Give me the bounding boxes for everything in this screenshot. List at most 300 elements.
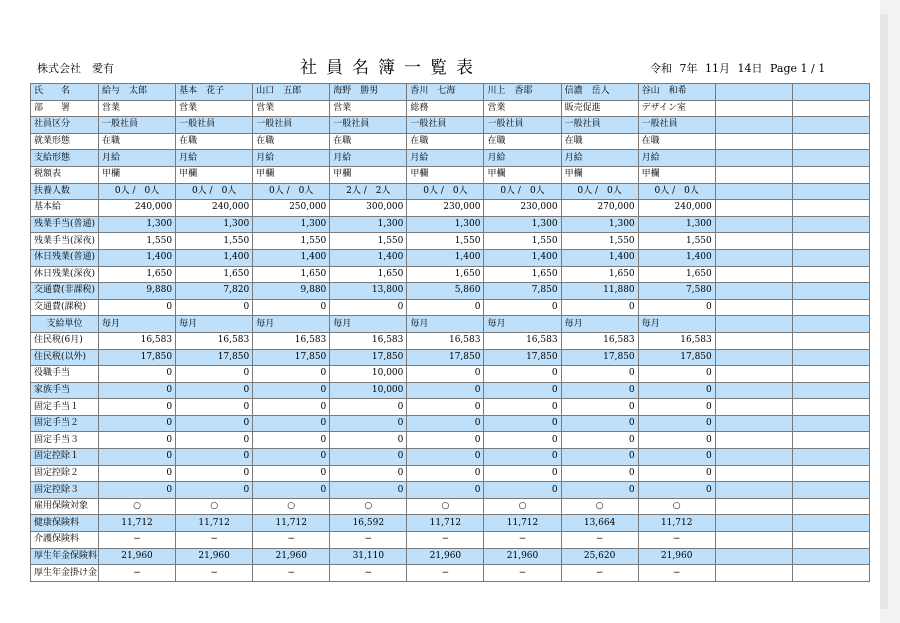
table-cell: 240,000 [99, 200, 176, 217]
table-cell: 一般社員 [99, 117, 176, 134]
table-cell: 0 [253, 382, 330, 399]
table-cell [715, 482, 792, 499]
table-cell: 16,583 [176, 332, 253, 349]
table-cell: 0 [176, 465, 253, 482]
table-cell: − [176, 565, 253, 582]
table-cell: 0 [561, 299, 638, 316]
table-cell: 0 [99, 482, 176, 499]
table-cell: 0 [561, 465, 638, 482]
table-cell: 1,300 [176, 216, 253, 233]
table-cell: 1,400 [561, 249, 638, 266]
table-cell: − [638, 565, 715, 582]
table-cell: 0人 / 0人 [407, 183, 484, 200]
row-label: 残業手当(普通) [31, 216, 99, 233]
table-cell: 毎月 [484, 316, 561, 333]
table-cell [715, 216, 792, 233]
table-cell [792, 84, 869, 101]
table-cell: 0 [484, 432, 561, 449]
employee-roster-table [30, 83, 870, 582]
table-cell: 7,820 [176, 283, 253, 300]
table-row [31, 133, 870, 150]
table-cell: 0 [330, 399, 407, 416]
row-label: 住民税(6月) [31, 332, 99, 349]
table-cell: 1,300 [99, 216, 176, 233]
table-cell: 17,850 [99, 349, 176, 366]
table-cell: 在職 [99, 133, 176, 150]
table-cell [792, 166, 869, 183]
table-cell: 21,960 [99, 548, 176, 565]
table-cell: 月給 [176, 150, 253, 167]
table-cell: 17,850 [253, 349, 330, 366]
table-cell: 営業 [99, 100, 176, 117]
table-cell: 毎月 [638, 316, 715, 333]
table-cell: 0 [484, 482, 561, 499]
table-row [31, 117, 870, 134]
table-cell: − [176, 532, 253, 549]
table-cell: 0 [99, 299, 176, 316]
table-cell: 0人 / 0人 [99, 183, 176, 200]
table-cell: 信濃 岳人 [561, 84, 638, 101]
table-cell: 甲欄 [484, 166, 561, 183]
table-cell [792, 100, 869, 117]
table-cell [792, 382, 869, 399]
table-cell: 0 [253, 465, 330, 482]
table-cell [715, 133, 792, 150]
table-cell: 1,650 [99, 266, 176, 283]
table-cell [715, 100, 792, 117]
table-cell: 21,960 [638, 548, 715, 565]
table-cell: 1,300 [407, 216, 484, 233]
table-cell: 毎月 [176, 316, 253, 333]
table-cell: 10,000 [330, 382, 407, 399]
table-cell [792, 299, 869, 316]
table-cell: 0 [330, 482, 407, 499]
table-cell: 0 [176, 382, 253, 399]
table-cell: 0 [407, 415, 484, 432]
table-cell: 1,400 [638, 249, 715, 266]
table-row [31, 183, 870, 200]
table-cell: 在職 [407, 133, 484, 150]
table-cell: 1,300 [253, 216, 330, 233]
table-cell: 0人 / 0人 [484, 183, 561, 200]
table-cell [792, 415, 869, 432]
table-row [31, 565, 870, 582]
table-cell: ○ [561, 498, 638, 515]
table-cell: 営業 [330, 100, 407, 117]
table-cell [715, 84, 792, 101]
row-label: 固定控除２ [31, 465, 99, 482]
table-cell: 0 [330, 465, 407, 482]
table-row [31, 166, 870, 183]
table-cell: 21,960 [484, 548, 561, 565]
table-cell: 1,400 [330, 249, 407, 266]
table-cell: 0 [330, 432, 407, 449]
table-cell: 1,550 [484, 233, 561, 250]
table-cell: 川上 香耶 [484, 84, 561, 101]
table-cell [715, 366, 792, 383]
table-cell [715, 382, 792, 399]
table-cell: 山口 五郎 [253, 84, 330, 101]
table-cell: 0 [330, 299, 407, 316]
table-cell: 0 [407, 399, 484, 416]
table-cell [792, 532, 869, 549]
table-cell: 甲欄 [638, 166, 715, 183]
table-cell: 1,650 [253, 266, 330, 283]
table-cell: 21,960 [253, 548, 330, 565]
table-cell [715, 515, 792, 532]
table-cell: 11,712 [484, 515, 561, 532]
table-cell: 0 [176, 399, 253, 416]
table-cell: 16,583 [253, 332, 330, 349]
table-cell: 1,400 [253, 249, 330, 266]
table-cell [792, 332, 869, 349]
table-cell: 1,400 [176, 249, 253, 266]
row-label: 住民税(以外) [31, 349, 99, 366]
table-cell: − [99, 565, 176, 582]
table-cell: ○ [638, 498, 715, 515]
table-cell: ○ [330, 498, 407, 515]
table-cell: 毎月 [330, 316, 407, 333]
table-cell: − [330, 532, 407, 549]
table-cell: 0 [99, 432, 176, 449]
table-cell [715, 249, 792, 266]
table-cell: 230,000 [484, 200, 561, 217]
table-cell: 0 [99, 415, 176, 432]
table-cell [715, 532, 792, 549]
row-label: 固定控除３ [31, 482, 99, 499]
table-cell: − [330, 565, 407, 582]
table-cell: 21,960 [407, 548, 484, 565]
table-row [31, 349, 870, 366]
table-cell [792, 515, 869, 532]
table-row [31, 84, 870, 101]
table-cell: ○ [176, 498, 253, 515]
table-cell: 一般社員 [561, 117, 638, 134]
table-cell: − [561, 565, 638, 582]
row-label: 氏 名 [31, 84, 99, 101]
table-cell: 0 [484, 449, 561, 466]
table-cell [792, 349, 869, 366]
table-cell: 0 [638, 482, 715, 499]
table-cell: 月給 [330, 150, 407, 167]
table-cell: 270,000 [561, 200, 638, 217]
table-cell [715, 465, 792, 482]
table-cell [715, 150, 792, 167]
table-cell: 16,583 [330, 332, 407, 349]
table-row [31, 150, 870, 167]
table-cell: 0 [99, 366, 176, 383]
table-cell: 0 [176, 415, 253, 432]
row-label: 部 署 [31, 100, 99, 117]
table-row [31, 200, 870, 217]
table-cell [792, 266, 869, 283]
table-cell: 0 [253, 415, 330, 432]
table-cell [715, 316, 792, 333]
table-cell: 240,000 [176, 200, 253, 217]
table-cell: 17,850 [176, 349, 253, 366]
table-cell: 0 [561, 449, 638, 466]
table-cell [792, 465, 869, 482]
table-cell: 11,880 [561, 283, 638, 300]
table-cell: 0 [253, 482, 330, 499]
table-cell: 1,650 [561, 266, 638, 283]
table-cell: 0 [407, 382, 484, 399]
table-cell [792, 233, 869, 250]
table-cell: 1,400 [484, 249, 561, 266]
table-row [31, 498, 870, 515]
table-cell: 11,712 [638, 515, 715, 532]
table-cell: 一般社員 [176, 117, 253, 134]
table-cell: 0 [407, 449, 484, 466]
table-cell: 1,650 [407, 266, 484, 283]
table-cell: 0 [253, 399, 330, 416]
table-cell: 240,000 [638, 200, 715, 217]
table-cell: 0 [99, 465, 176, 482]
table-cell: 1,650 [484, 266, 561, 283]
table-cell: − [638, 532, 715, 549]
table-cell: 16,583 [638, 332, 715, 349]
table-cell: 1,550 [638, 233, 715, 250]
table-cell [715, 233, 792, 250]
table-cell: 在職 [561, 133, 638, 150]
table-cell [715, 432, 792, 449]
row-label: 休日残業(深夜) [31, 266, 99, 283]
table-cell: 0 [99, 449, 176, 466]
table-cell: 11,712 [253, 515, 330, 532]
table-cell: ○ [99, 498, 176, 515]
table-row [31, 216, 870, 233]
table-cell: 毎月 [561, 316, 638, 333]
table-cell: 0 [561, 432, 638, 449]
table-cell [792, 117, 869, 134]
table-cell: 0 [484, 399, 561, 416]
table-cell: 甲欄 [176, 166, 253, 183]
table-row [31, 432, 870, 449]
date-day: 14日 [737, 62, 763, 75]
row-label: 厚生年金掛け金 [31, 565, 99, 582]
row-label: 家族手当 [31, 382, 99, 399]
table-cell [715, 266, 792, 283]
table-cell: 5,860 [407, 283, 484, 300]
table-cell: 営業 [484, 100, 561, 117]
table-cell: 0人 / 0人 [176, 183, 253, 200]
table-cell: 香川 七海 [407, 84, 484, 101]
table-cell: 0 [407, 482, 484, 499]
table-cell: 10,000 [330, 366, 407, 383]
table-cell: 毎月 [99, 316, 176, 333]
table-cell: 月給 [638, 150, 715, 167]
row-label: 介護保険料 [31, 532, 99, 549]
table-cell: 17,850 [407, 349, 484, 366]
table-cell: 17,850 [561, 349, 638, 366]
row-label: 支給形態 [31, 150, 99, 167]
table-cell: 毎月 [253, 316, 330, 333]
table-cell: 1,300 [484, 216, 561, 233]
table-cell: 0 [253, 299, 330, 316]
table-cell: 1,300 [330, 216, 407, 233]
table-cell: 1,550 [330, 233, 407, 250]
table-cell: 0 [638, 366, 715, 383]
table-cell: 月給 [407, 150, 484, 167]
table-cell: − [484, 565, 561, 582]
table-cell: 1,550 [99, 233, 176, 250]
table-cell: − [407, 565, 484, 582]
table-cell: 16,592 [330, 515, 407, 532]
table-cell: 1,300 [638, 216, 715, 233]
table-cell: ○ [407, 498, 484, 515]
table-cell [715, 299, 792, 316]
table-cell: 2人 / 2人 [330, 183, 407, 200]
table-cell: 1,550 [253, 233, 330, 250]
row-label: 社員区分 [31, 117, 99, 134]
table-cell [715, 117, 792, 134]
table-cell: 一般社員 [407, 117, 484, 134]
table-cell [792, 150, 869, 167]
table-cell: 230,000 [407, 200, 484, 217]
table-cell: 0 [638, 415, 715, 432]
table-cell: 甲欄 [561, 166, 638, 183]
table-cell: 在職 [638, 133, 715, 150]
table-cell: 0 [561, 482, 638, 499]
row-label: 交通費(非課税) [31, 283, 99, 300]
table-cell [715, 166, 792, 183]
table-cell: 0 [638, 432, 715, 449]
date-year: 7年 [679, 62, 698, 75]
table-cell: 9,880 [99, 283, 176, 300]
table-cell [792, 283, 869, 300]
row-label: 扶養人数 [31, 183, 99, 200]
row-label: 税額表 [31, 166, 99, 183]
table-cell: 7,580 [638, 283, 715, 300]
table-cell: − [99, 532, 176, 549]
table-cell [715, 565, 792, 582]
table-cell [792, 249, 869, 266]
table-cell: 300,000 [330, 200, 407, 217]
row-label: 固定控除１ [31, 449, 99, 466]
table-cell: 0 [638, 299, 715, 316]
table-cell: 0人 / 0人 [561, 183, 638, 200]
table-cell: 1,650 [638, 266, 715, 283]
table-cell: 1,300 [561, 216, 638, 233]
table-cell: 0 [561, 415, 638, 432]
table-cell: 0 [176, 449, 253, 466]
table-cell [715, 349, 792, 366]
table-cell: 0 [176, 366, 253, 383]
table-cell: 0人 / 0人 [638, 183, 715, 200]
table-row [31, 332, 870, 349]
table-cell: 1,400 [99, 249, 176, 266]
table-row [31, 482, 870, 499]
table-row [31, 449, 870, 466]
table-cell [792, 399, 869, 416]
row-label: 支給単位 [31, 316, 99, 333]
table-cell: 0 [330, 415, 407, 432]
table-cell: 0人 / 0人 [253, 183, 330, 200]
table-cell [792, 498, 869, 515]
row-label: 健康保険料 [31, 515, 99, 532]
table-cell: 在職 [253, 133, 330, 150]
table-row [31, 399, 870, 416]
table-cell: 1,550 [176, 233, 253, 250]
table-cell: − [484, 532, 561, 549]
table-cell: デザイン室 [638, 100, 715, 117]
table-cell: 一般社員 [330, 117, 407, 134]
table-cell: 0 [638, 399, 715, 416]
table-cell: 0 [638, 382, 715, 399]
roster-body [31, 84, 870, 582]
table-cell: 0 [638, 465, 715, 482]
table-cell: 月給 [484, 150, 561, 167]
table-cell: 0 [561, 382, 638, 399]
table-cell [792, 449, 869, 466]
table-cell: 甲欄 [253, 166, 330, 183]
table-cell: 0 [176, 482, 253, 499]
company-name: 株式会社 愛有 [37, 62, 114, 75]
table-cell: 11,712 [99, 515, 176, 532]
table-cell: 0 [484, 382, 561, 399]
table-cell: 16,583 [407, 332, 484, 349]
table-cell: 0 [253, 432, 330, 449]
scrollbar-track[interactable] [880, 14, 888, 609]
table-row [31, 366, 870, 383]
table-cell: 月給 [99, 150, 176, 167]
table-cell [715, 548, 792, 565]
table-row [31, 382, 870, 399]
table-cell: − [253, 532, 330, 549]
table-cell [715, 415, 792, 432]
table-cell [715, 183, 792, 200]
table-cell [715, 200, 792, 217]
table-cell: 0 [638, 449, 715, 466]
date-month: 11月 [705, 62, 730, 75]
table-cell: 16,583 [484, 332, 561, 349]
table-cell: 250,000 [253, 200, 330, 217]
table-cell: 7,850 [484, 283, 561, 300]
table-cell: 1,550 [561, 233, 638, 250]
table-cell: 給与 太郎 [99, 84, 176, 101]
table-cell: − [561, 532, 638, 549]
table-cell: 21,960 [176, 548, 253, 565]
table-cell: 甲欄 [330, 166, 407, 183]
table-cell: ○ [484, 498, 561, 515]
table-cell: 25,620 [561, 548, 638, 565]
row-label: 役職手当 [31, 366, 99, 383]
table-cell: 0 [561, 399, 638, 416]
table-cell: 17,850 [330, 349, 407, 366]
table-cell: 月給 [253, 150, 330, 167]
row-label: 就業形態 [31, 133, 99, 150]
table-cell: 0 [176, 299, 253, 316]
table-cell: 0 [484, 299, 561, 316]
table-cell: 17,850 [638, 349, 715, 366]
table-row [31, 249, 870, 266]
row-label: 交通費(課税) [31, 299, 99, 316]
table-cell: 一般社員 [638, 117, 715, 134]
table-row [31, 532, 870, 549]
table-cell [792, 432, 869, 449]
table-cell [715, 283, 792, 300]
table-cell: 総務 [407, 100, 484, 117]
row-label: 厚生年金保険料 [31, 548, 99, 565]
table-row [31, 299, 870, 316]
row-label: 休日残業(普通) [31, 249, 99, 266]
table-cell: 0 [253, 366, 330, 383]
table-cell: 13,664 [561, 515, 638, 532]
table-cell [792, 548, 869, 565]
table-cell: 海野 勝男 [330, 84, 407, 101]
table-cell: 0 [407, 366, 484, 383]
row-label: 残業手当(深夜) [31, 233, 99, 250]
